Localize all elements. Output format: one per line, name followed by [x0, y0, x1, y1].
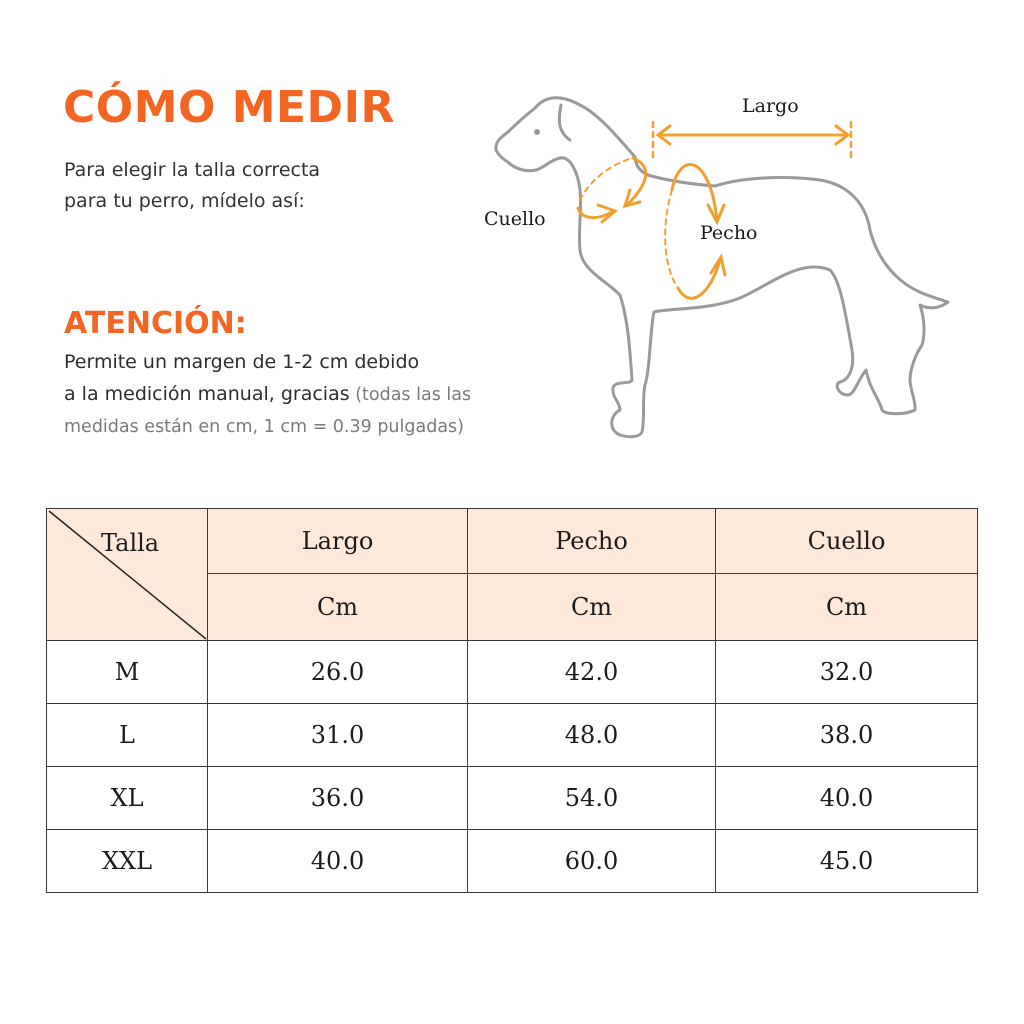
table-corner-cell: [47, 509, 208, 641]
table-row: [47, 641, 978, 704]
table-row: [47, 767, 978, 830]
header-largo: Largo: [208, 509, 468, 574]
table-header-row: [47, 509, 978, 574]
header-pecho: Pecho: [468, 509, 716, 574]
attention-line-2: a la medición manual, gracias: [64, 383, 350, 405]
cuello-cell: 45.0: [716, 830, 978, 893]
label-cuello: Cuello: [484, 208, 546, 230]
label-pecho: Pecho: [700, 222, 758, 244]
cuello-cell: 40.0: [716, 767, 978, 830]
largo-cell: 36.0: [208, 767, 468, 830]
cuello-cell: 38.0: [716, 704, 978, 767]
intro-line-2: para tu perro, mídelo así:: [64, 190, 305, 212]
header-cuello: Cuello: [716, 509, 978, 574]
size-cell: XL: [47, 767, 208, 830]
table-row: [47, 704, 978, 767]
unit-pecho: Cm: [468, 574, 716, 641]
size-table: [46, 508, 978, 893]
dog-outline-icon: [470, 80, 970, 450]
pecho-cell: 60.0: [468, 830, 716, 893]
largo-cell: 31.0: [208, 704, 468, 767]
intro-text: [64, 155, 444, 217]
header-talla: Talla: [101, 529, 160, 557]
pecho-cell: 42.0: [468, 641, 716, 704]
cuello-cell: 32.0: [716, 641, 978, 704]
pecho-cell: 48.0: [468, 704, 716, 767]
dog-measure-diagram: [470, 80, 970, 450]
pecho-cell: 54.0: [468, 767, 716, 830]
size-cell: XXL: [47, 830, 208, 893]
size-cell: M: [47, 641, 208, 704]
page-title: CÓMO MEDIR: [63, 82, 395, 133]
attention-text: [64, 346, 534, 443]
largo-cell: 26.0: [208, 641, 468, 704]
intro-line-1: Para elegir la talla correcta: [64, 159, 321, 181]
attention-note-1: (todas las las: [349, 385, 472, 405]
largo-cell: 40.0: [208, 830, 468, 893]
attention-line-1: Permite un margen de 1-2 cm debido: [64, 351, 420, 373]
unit-cuello: Cm: [716, 574, 978, 641]
attention-note-2: medidas están en cm, 1 cm = 0.39 pulgadas): [64, 417, 464, 437]
unit-largo: Cm: [208, 574, 468, 641]
size-cell: L: [47, 704, 208, 767]
attention-title: ATENCIÓN:: [64, 306, 247, 341]
table-row: [47, 830, 978, 893]
label-largo: Largo: [742, 95, 799, 117]
